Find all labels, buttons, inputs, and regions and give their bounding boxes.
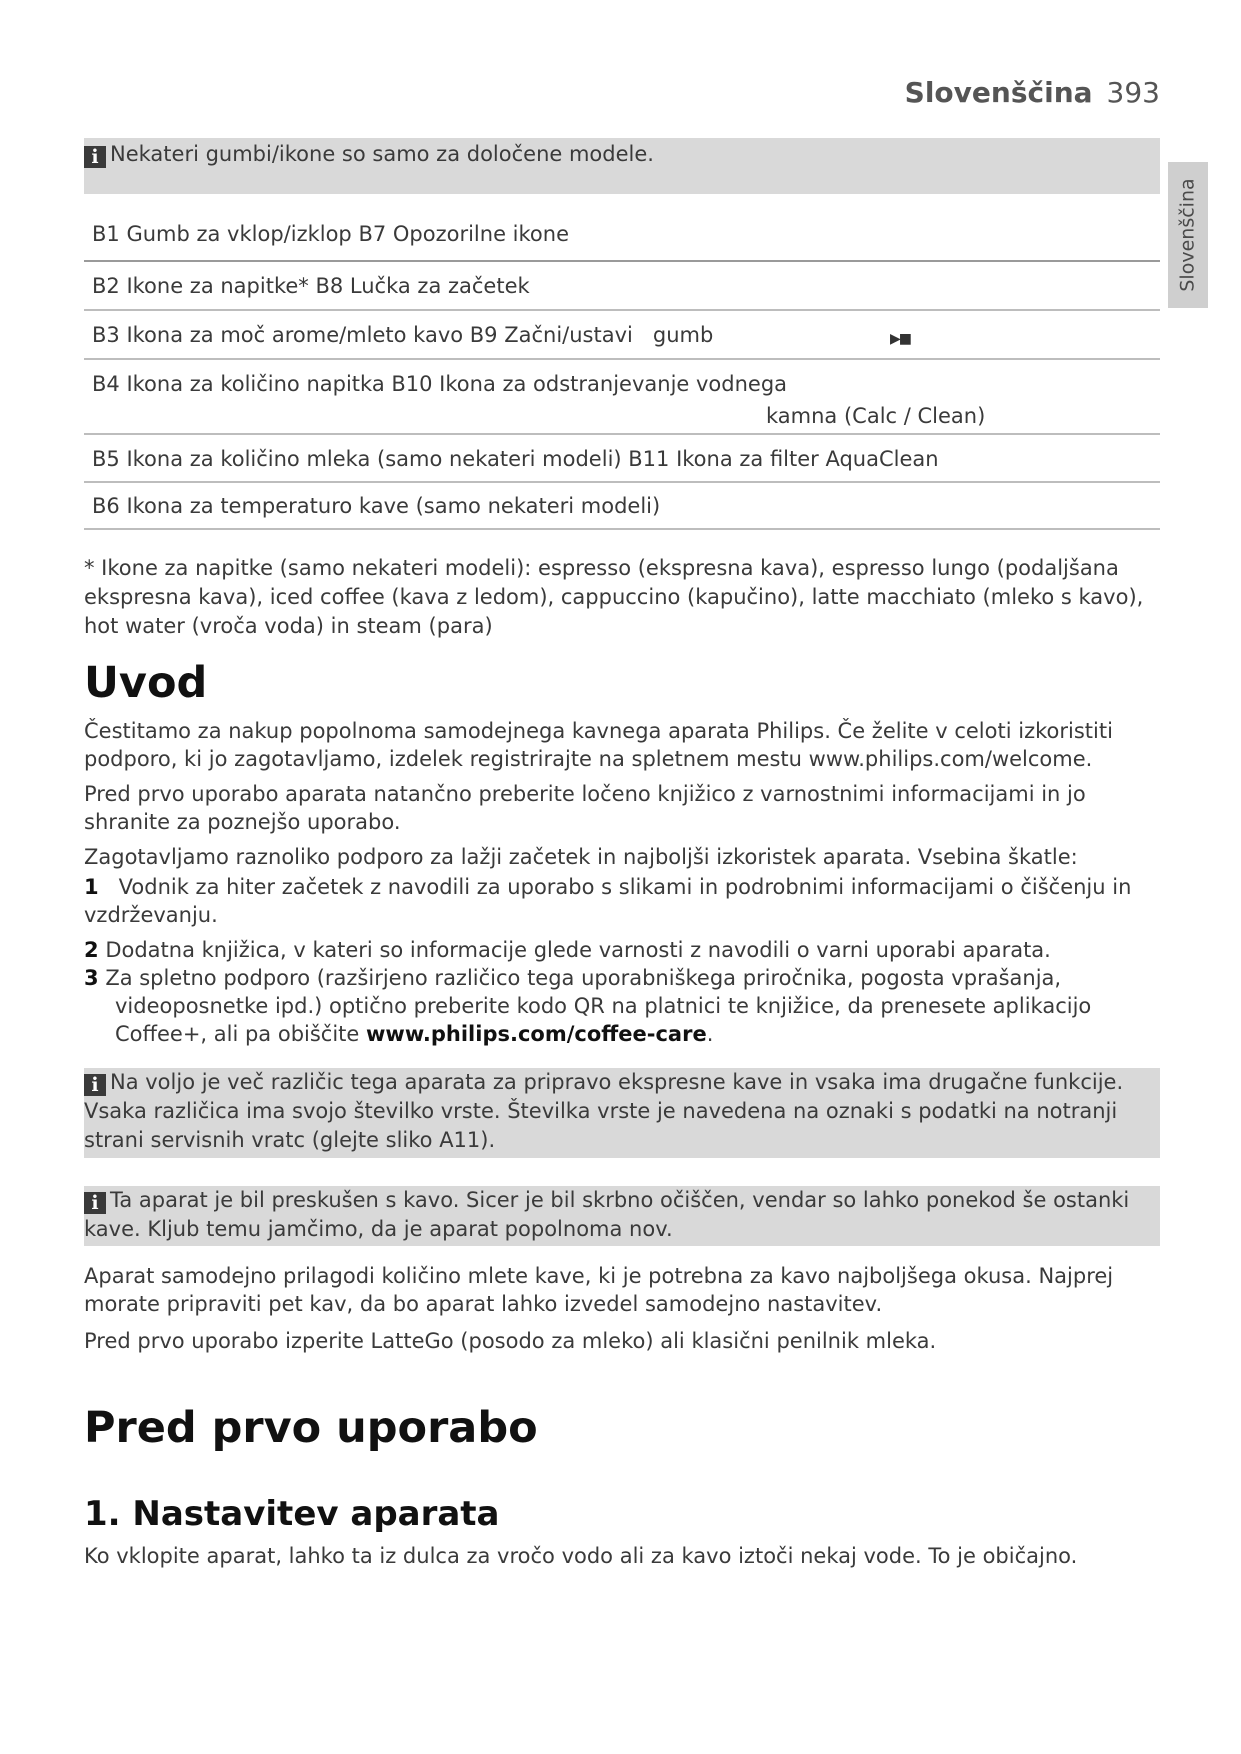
side-tab-label: Slovenščina <box>1177 178 1199 292</box>
table-row-text: B4 Ikona za količino napitka B10 Ikona za odstranjevanje vodnega <box>92 372 788 396</box>
page-number: 393 <box>1106 76 1160 109</box>
table-row-text: B5 Ikona za količino mleka (samo nekateri modeli) B11 Ikona za filter AquaClean <box>92 447 939 471</box>
table-row <box>84 262 1160 311</box>
intro-paragraph: Čestitamo za nakup popolnoma samodejnega kavnega aparata Philips. Če želite v celoti izkoristiti podporo, ki jo zagotavljamo, izdelek registrirajte na spletnem mestu www.philips.com/welcome. <box>84 719 1113 771</box>
table-row <box>84 360 1160 435</box>
table-row <box>84 196 1160 262</box>
table-row <box>84 311 1160 360</box>
list-item <box>84 936 1164 964</box>
note-box-models <box>84 138 1160 194</box>
safety-paragraph: Pred prvo uporabo aparata natančno preberite ločeno knjižico z varnostnimi informacijami in jo shranite za poznejšo uporabo. <box>84 782 1086 834</box>
table-row-text: B3 Ikona za moč arome/mleto kavo B9 Začni/ustavi gumb <box>92 323 714 347</box>
table-row-text: B1 Gumb za vklop/izklop B7 Opozorilne ikone <box>92 222 569 246</box>
box-contents-paragraph: Zagotavljamo raznoliko podporo za lažji začetek in najboljši izkoristek aparata. Vsebina škatle: <box>84 845 1078 869</box>
table-row <box>84 435 1160 483</box>
info-icon: i <box>84 1192 106 1214</box>
table-row <box>84 483 1160 530</box>
list-text-continued: videoposnetke ipd.) optično preberite kodo QR na platnici te knjižice, da prenesete aplikacijo Coffee+, ali pa obiščite <box>115 994 1092 1046</box>
list-number: 2 <box>84 938 99 962</box>
parts-table <box>84 196 1160 530</box>
table-row-text: B2 Ikone za napitke* B8 Lučka za začetek <box>92 274 530 298</box>
list-text: Dodatna knjižica, v kateri so informacije glede varnosti z navodili o varni uporabi aparata. <box>105 938 1051 962</box>
subheading-nastavitev: 1. Nastavitev aparata <box>84 1494 500 1534</box>
section-heading-uvod: Uvod <box>84 658 208 708</box>
note-text: Ta aparat je bil preskušen s kavo. Sicer je bil skrbno očiščen, vendar so lahko ponekod še ostanki kave. Kljub temu jamčimo, da je aparat popolnoma nov. <box>84 1188 1130 1241</box>
header-language: Slovenščina <box>904 76 1093 109</box>
coffee-care-link[interactable]: www.philips.com/coffee-care <box>366 1022 707 1046</box>
note-text: Nekateri gumbi/ikone so samo za določene modele. <box>110 142 654 166</box>
grind-paragraph: Aparat samodejno prilagodi količino mlete kave, ki je potrebna za kavo najboljšega okusa. Najprej morate pripraviti pet kav, da bo aparat lahko izvedel samodejno nastavitev. <box>84 1264 1114 1316</box>
section-heading-pred-prvo-uporabo: Pred prvo uporabo <box>84 1403 538 1453</box>
setup-paragraph: Ko vklopite aparat, lahko ta iz dulca za vročo vodo ali za kavo iztoči nekaj vode. To je običajno. <box>84 1544 1078 1568</box>
list-number: 1 <box>84 875 99 899</box>
list-text: Vodnik za hiter začetek z navodili za uporabo s slikami in podrobnimi informacijami o čiščenju in vzdrževanju. <box>84 875 1132 927</box>
list-text-end: . <box>706 1022 714 1046</box>
list-text: Za spletno podporo (razširjeno različico tega uporabniškega priročnika, pogosta vprašanja, <box>105 966 1062 990</box>
lattego-paragraph: Pred prvo uporabo izperite LatteGo (posodo za mleko) ali klasični penilnik mleka. <box>84 1329 937 1353</box>
note-box-tested <box>84 1186 1160 1246</box>
drinks-footnote: * Ikone za napitke (samo nekateri modeli): espresso (ekspresna kava), espresso lungo (podaljšana ekspresna kava), iced coffee (kava z ledom), cappuccino (kapučino), latte macchiato (mleko s kavo), hot water (vroča voda) in steam (para) <box>84 556 1144 638</box>
play-pause-icon: ▶■ <box>890 331 910 347</box>
info-icon: i <box>84 146 106 168</box>
note-box-variants <box>84 1068 1160 1158</box>
list-item <box>84 873 1164 929</box>
info-icon: i <box>84 1074 106 1096</box>
language-side-tab <box>1168 162 1208 308</box>
table-row-text: B6 Ikona za temperaturo kave (samo nekateri modeli) <box>92 494 661 518</box>
table-row-continuation: kamna (Calc / Clean) <box>766 404 986 428</box>
list-item <box>84 964 1164 1048</box>
note-text: Na voljo je več različic tega aparata za pripravo ekspresne kave in vsaka ima drugačne funkcije. Vsaka različica ima svojo številko vrste. Številka vrste je navedena na oznaki s podatki na notranji strani servisnih vratc (glejte sliko A11). <box>84 1070 1124 1152</box>
page-header <box>0 76 1160 109</box>
list-number: 3 <box>84 966 99 990</box>
